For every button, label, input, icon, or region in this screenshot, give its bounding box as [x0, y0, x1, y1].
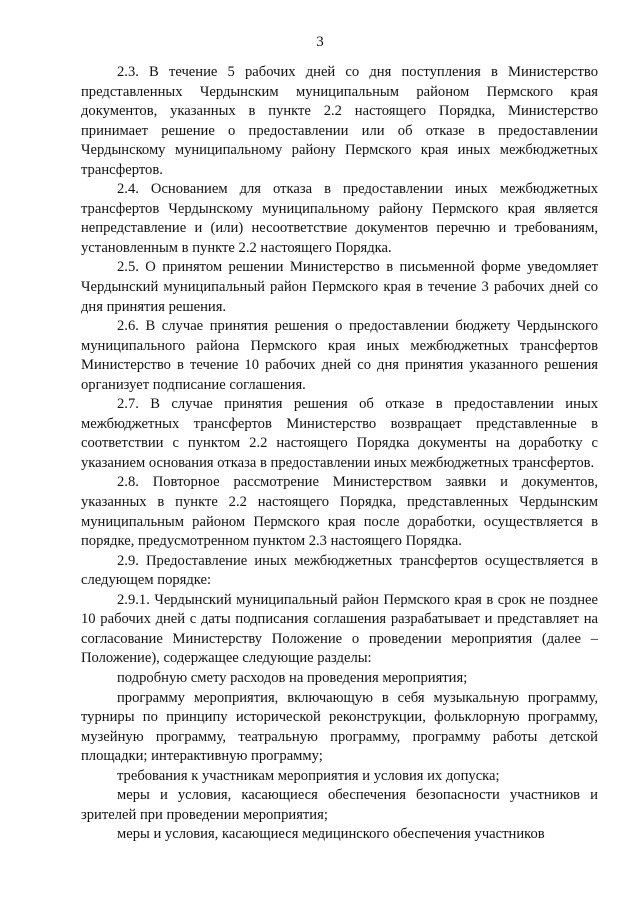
list-item-safety-measures: меры и условия, касающиеся обеспечения безопасности участников и зрителей при проведении мероприятия;	[81, 787, 598, 823]
paragraph-2-7: 2.7. В случае принятия решения об отказе в предоставлении иных межбюджетных трансфертов Министерство возвращает представленные в соответствии с пунктом 2.2 настоящего Порядка документы на доработку с указанием основания отказа в предоставлении иных межбюджетных трансфертов.	[81, 396, 598, 471]
paragraph-2-5: 2.5. О принятом решении Министерство в письменной форме уведомляет Чердынский муниципальный район Пермского края в течение 3 рабочих дней со дня принятия решения.	[81, 259, 598, 315]
document-body	[81, 63, 598, 845]
list-item-participant-requirements: требования к участникам мероприятия и условия их допуска;	[117, 767, 500, 784]
list-item-budget-estimate: подробную смету расходов на проведения мероприятия;	[117, 669, 468, 686]
paragraph-2-9: 2.9. Предоставление иных межбюджетных трансфертов осуществляется в следующем порядке:	[81, 552, 598, 589]
page-number: 3	[316, 34, 324, 50]
paragraph-2-9-1: 2.9.1. Чердынский муниципальный район Пермского края в срок не позднее 10 рабочих дней с даты подписания соглашения разрабатывает и представляет на согласование Министерству Положение о проведении мероприятия (далее – Положение), содержащее следующие разделы:	[81, 591, 598, 667]
paragraph-2-6: 2.6. В случае принятия решения о предоставлении бюджету Чердынского муниципального района Пермского края иных межбюджетных трансфертов Министерство в течение 10 рабочих дней со дня принятия указанного решения организует подписание соглашения.	[81, 318, 598, 393]
paragraph-2-4: 2.4. Основанием для отказа в предоставлении иных межбюджетных трансфертов Чердынскому муниципальному району Пермского края является непредставление и (или) несоответствие документов перечню и требованиям, установленным в пункте 2.2 настоящего Порядка.	[81, 181, 598, 256]
paragraph-2-3: 2.3. В течение 5 рабочих дней со дня поступления в Министерство представленных Чердынским муниципальным районом Пермского края документов, указанных в пункте 2.2 настоящего Порядка, Министерство принимает решение о предоставлении или об отказе в предоставлении Чердынскому муниципальному району Пермского края иных межбюджетных трансфертов.	[81, 64, 598, 178]
list-item-event-program: программу мероприятия, включающую в себя музыкальную программу, турниры по принципу исторической реконструкции, фольклорную программу, музейную программу, театральную программу, программу работы детской площадки; интерактивную программу;	[81, 689, 598, 765]
paragraph-2-8: 2.8. Повторное рассмотрение Министерством заявки и документов, указанных в пункте 2.2 настоящего Порядка, представленных Чердынским муниципальным районом Пермского края после доработки, осуществляется в порядке, предусмотренном пунктом 2.3 настоящего Порядка.	[81, 474, 598, 550]
list-item-medical-measures: меры и условия, касающиеся медицинского обеспечения участников	[117, 826, 545, 843]
